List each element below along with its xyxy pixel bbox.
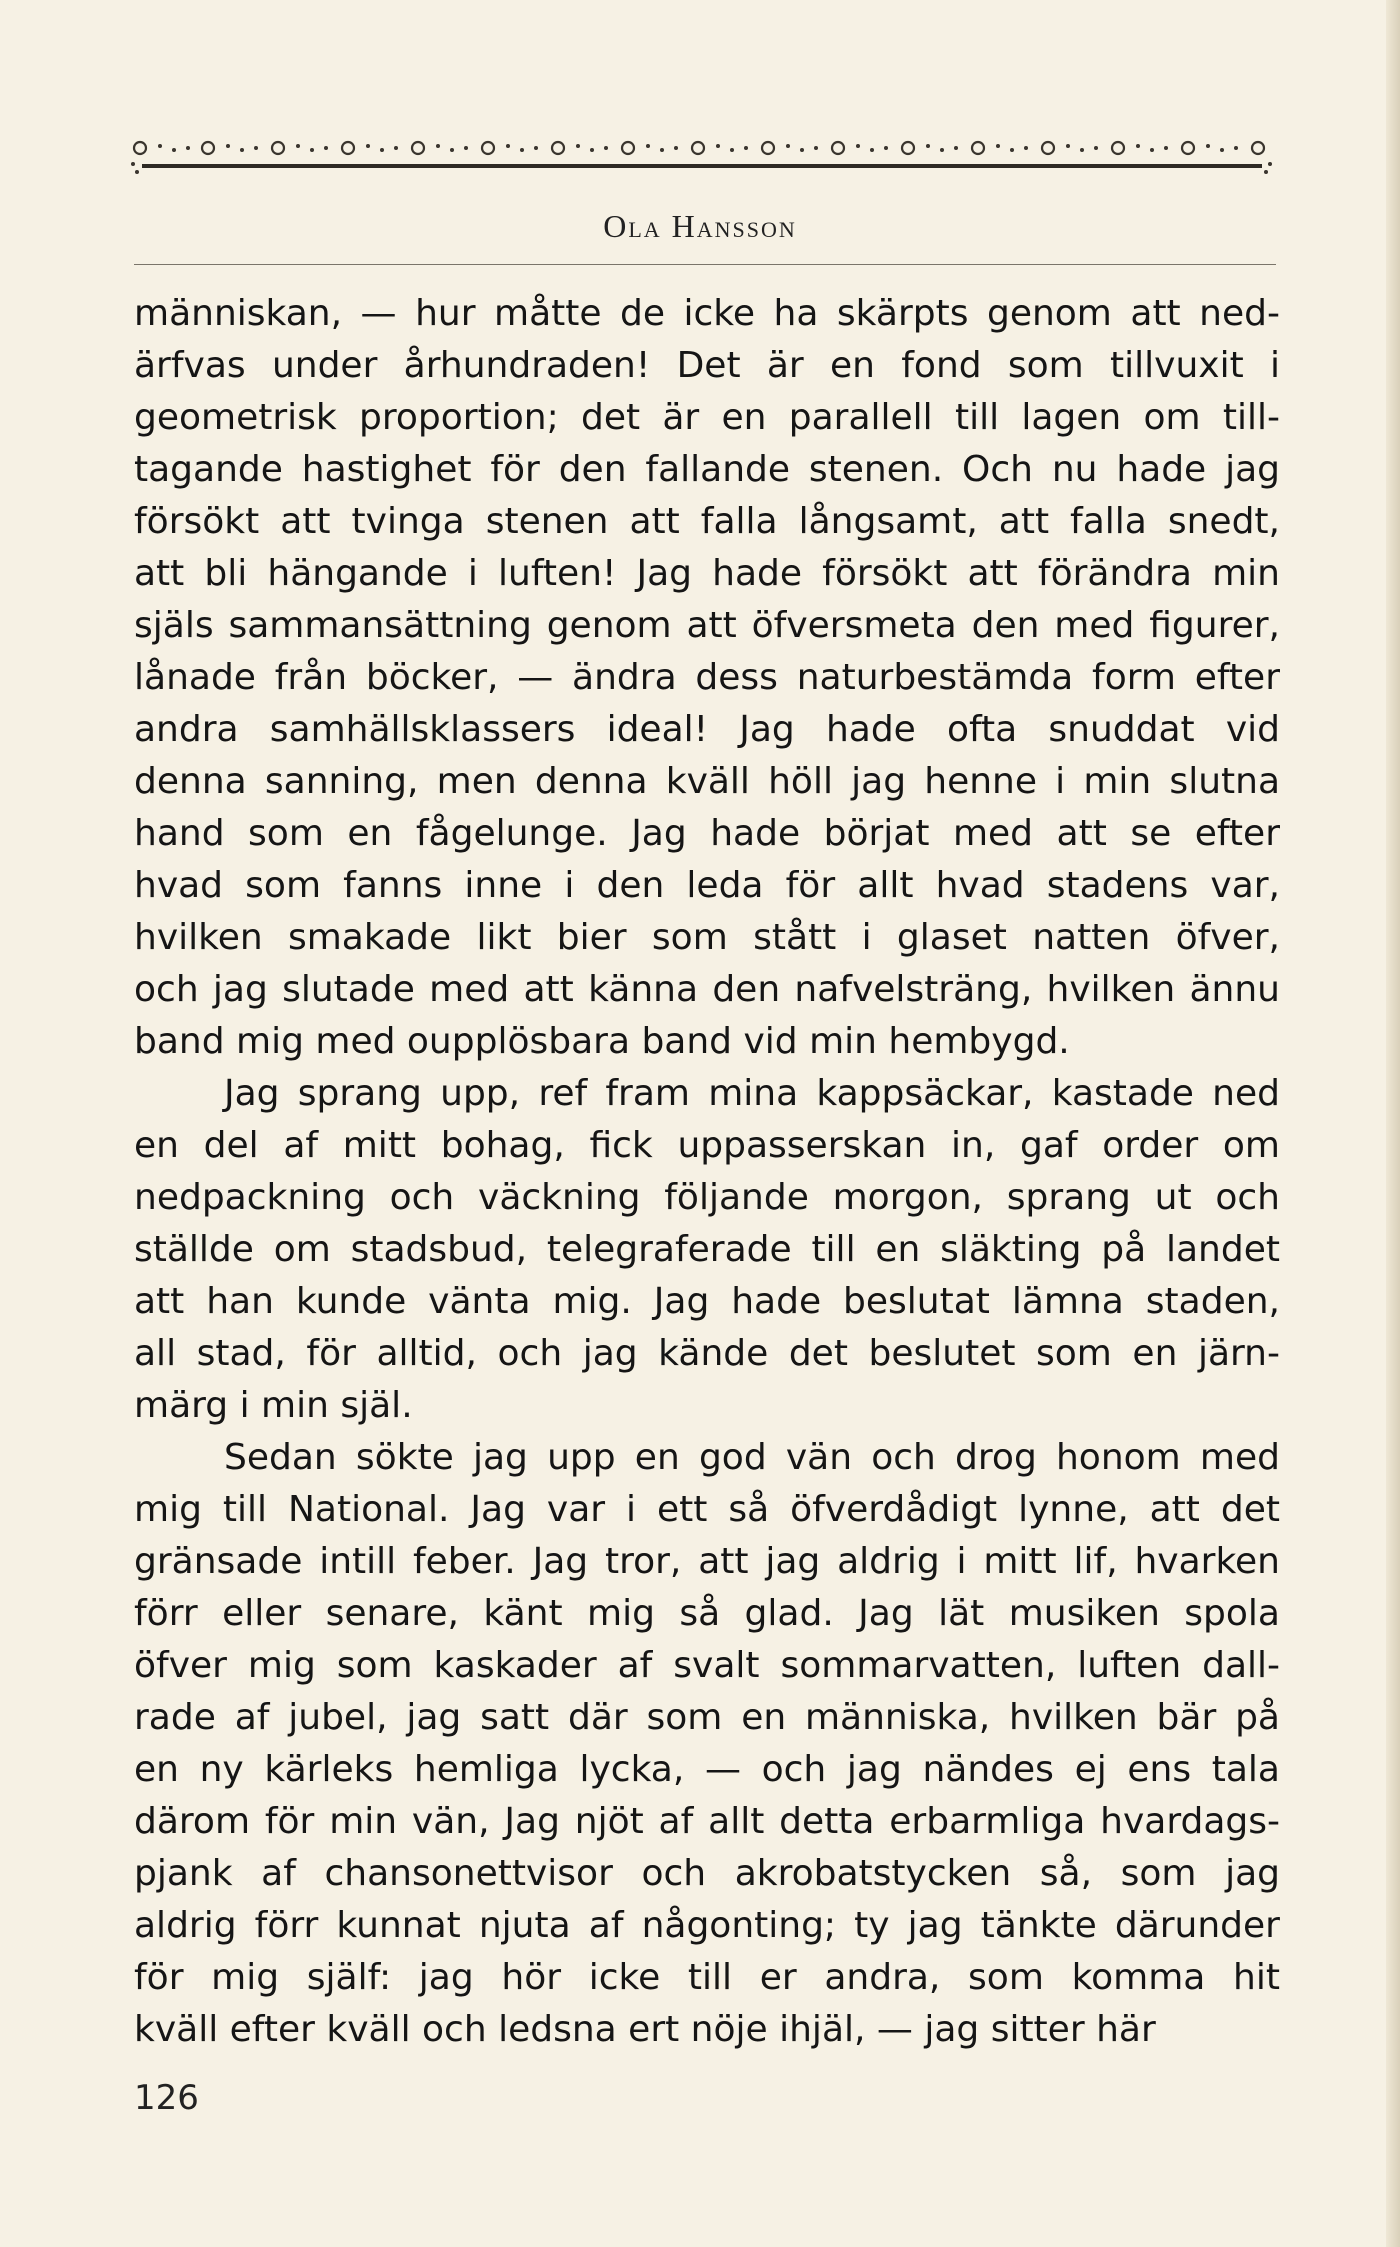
text-line: denna sanning, men denna kväll höll jag henne i min slutna	[134, 761, 1280, 802]
text-line: själs sammansättning genom att öfversmeta den med figurer,	[134, 605, 1280, 646]
text-line: därom för min vän, Jag njöt af allt detta erbarmliga hvardags-	[134, 1801, 1280, 1842]
page-number: 126	[134, 2078, 199, 2118]
text-line: all stad, för alltid, och jag kände det beslutet som en järn-	[134, 1333, 1280, 1374]
text-line: gränsade intill feber. Jag tror, att jag aldrig i mitt lif, hvarken	[134, 1541, 1280, 1582]
text-line: hvad som fanns inne i den leda för allt hvad stadens var,	[134, 865, 1280, 906]
text-line: att bli hängande i luften! Jag hade försökt att förändra min	[134, 553, 1280, 594]
paragraph	[134, 1432, 1280, 2056]
text-line: hvilken smakade likt bier som stått i glaset natten öfver,	[134, 917, 1280, 958]
text-line: Jag sprang upp, ref fram mina kappsäckar, kastade ned	[224, 1073, 1280, 1114]
page-edge	[1386, 0, 1400, 2247]
text-line: aldrig förr kunnat njuta af någonting; ty jag tänkte därunder	[134, 1905, 1280, 1946]
text-line: öfver mig som kaskader af svalt sommarvatten, luften dall-	[134, 1645, 1280, 1686]
text-line: förr eller senare, känt mig så glad. Jag lät musiken spola	[134, 1593, 1280, 1634]
text-line: lånade från böcker, — ändra dess naturbestämda form efter	[134, 657, 1280, 698]
text-line: pjank af chansonettvisor och akrobatstycken så, som jag	[134, 1853, 1280, 1894]
text-line: andra samhällsklassers ideal! Jag hade ofta snuddat vid	[134, 709, 1280, 750]
text-line: för mig själf: jag hör icke till er andra, som komma hit	[134, 1957, 1280, 1998]
running-header-author: Ola Hansson	[603, 208, 797, 244]
text-line: tagande hastighet för den fallande stenen. Och nu hade jag	[134, 449, 1280, 490]
text-line: kväll efter kväll och ledsna ert nöje ihjäl, — jag sitter här	[134, 2009, 1156, 2050]
body-text	[134, 288, 1280, 2056]
text-line: en ny kärleks hemliga lycka, — och jag nändes ej ens tala	[134, 1749, 1280, 1790]
text-line: nedpackning och väckning följande morgon, sprang ut och	[134, 1177, 1280, 1218]
text-line: ställde om stadsbud, telegraferade till en släkting på landet	[134, 1229, 1280, 1270]
ornament-border	[130, 128, 1280, 188]
text-line: geometrisk proportion; det är en parallell till lagen om till-	[134, 397, 1280, 438]
paragraph	[134, 288, 1280, 1068]
text-line: människan, — hur måtte de icke ha skärpts genom att ned-	[134, 293, 1280, 334]
text-line: band mig med oupplösbara band vid min hembygd.	[134, 1021, 1070, 1062]
text-line: ärfvas under århundraden! Det är en fond som tillvuxit i	[134, 345, 1280, 386]
header-rule	[134, 264, 1276, 265]
text-line: en del af mitt bohag, fick uppasserskan in, gaf order om	[134, 1125, 1280, 1166]
text-line: och jag slutade med att känna den nafvelsträng, hvilken ännu	[134, 969, 1280, 1010]
text-line: märg i min själ.	[134, 1385, 413, 1426]
text-line: att han kunde vänta mig. Jag hade beslutat lämna staden,	[134, 1281, 1280, 1322]
paragraph	[134, 1068, 1280, 1432]
text-line: rade af jubel, jag satt där som en människa, hvilken bär på	[134, 1697, 1280, 1738]
text-line: Sedan sökte jag upp en god vän och drog honom med	[224, 1437, 1280, 1478]
text-line: mig till National. Jag var i ett så öfverdådigt lynne, att det	[134, 1489, 1280, 1530]
text-line: försökt att tvinga stenen att falla långsamt, att falla snedt,	[134, 501, 1280, 542]
text-line: hand som en fågelunge. Jag hade börjat med att se efter	[134, 813, 1280, 854]
